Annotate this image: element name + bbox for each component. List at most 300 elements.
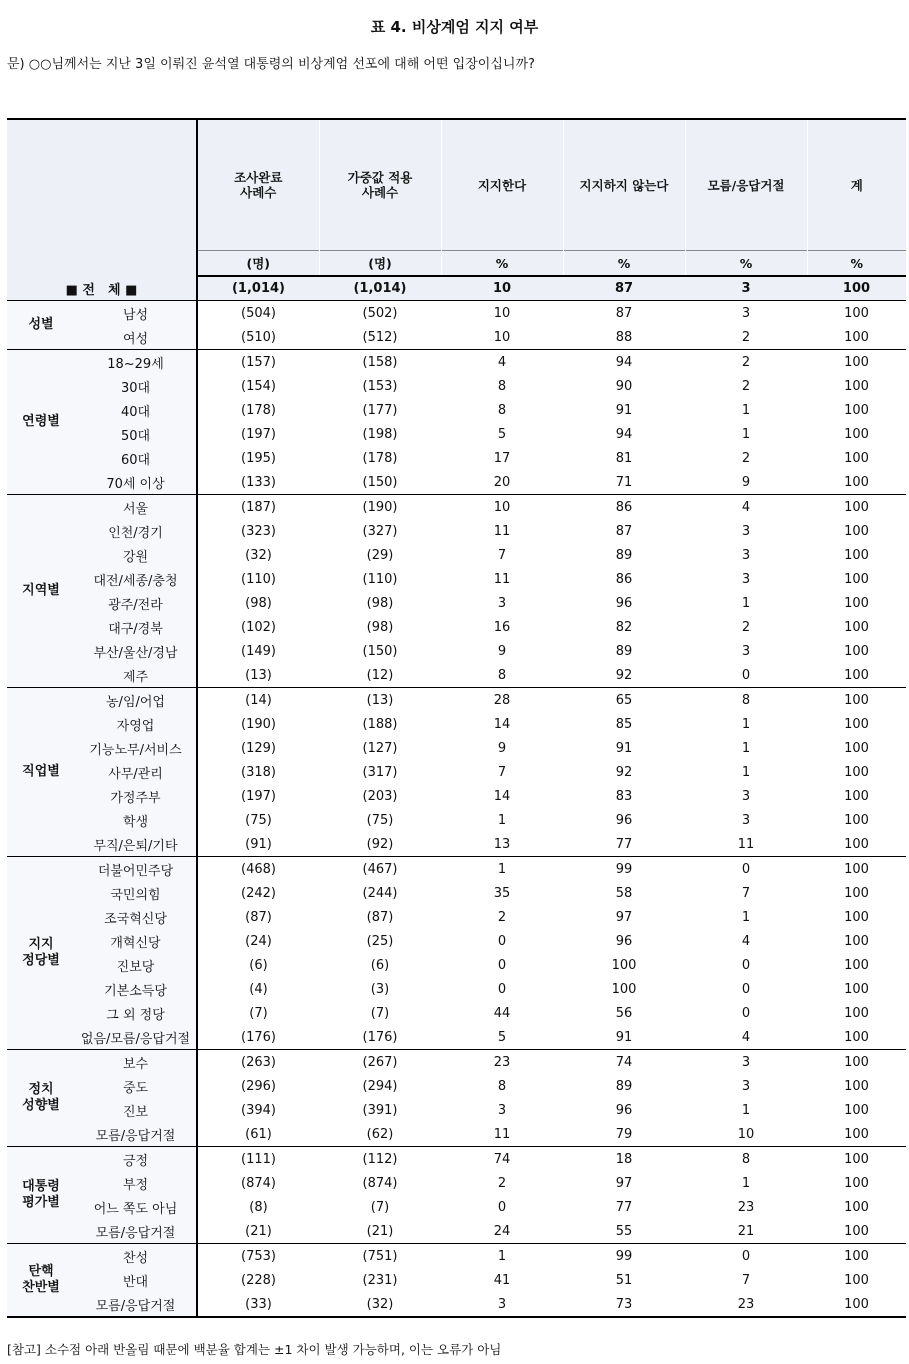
row-value: 100 [844,981,869,997]
table-row [7,1147,906,1172]
table-row [7,712,906,736]
row-value: (127) [362,740,398,756]
row-value: 1 [741,1175,751,1191]
row-label: 긍정 [75,1147,197,1172]
row-label: 조국혁신당 [75,905,197,929]
row-label: 개혁신당 [75,929,197,953]
row-value: 7 [741,1272,751,1288]
row-label: 광주/전라 [75,591,197,615]
unit-cell: (명) [197,251,319,277]
row-value: (102) [241,619,276,635]
row-label: 사무/관리 [75,760,197,784]
row-value: (327) [362,523,398,539]
row-value: 100 [807,832,906,857]
row-value: 8 [497,378,507,394]
row-value: 7 [497,547,507,563]
row-value: 100 [807,1292,906,1317]
table-row [7,953,906,977]
row-value: 8 [741,692,751,708]
results-table [7,118,906,1318]
row-value: 74 [493,1151,511,1167]
row-value: (87) [366,909,394,925]
row-value: 8 [441,663,563,688]
row-value: (203) [362,788,398,804]
row-value: (6) [370,957,390,973]
row-value: 74 [615,1054,633,1070]
row-value: 7 [741,885,751,901]
row-value: 100 [844,788,869,804]
header-col: 계 [807,119,906,251]
row-value: (176) [319,1025,441,1050]
row-value: (467) [362,861,398,877]
row-value: (8) [249,1199,268,1215]
group-label: 대통령 평가별 [7,1147,75,1244]
row-value: (6) [249,957,268,973]
total-value: 10 [441,276,563,301]
row-value: 9 [497,740,507,756]
row-value: 17 [493,450,511,466]
row-value: 96 [615,933,633,949]
row-label: 제주 [75,663,197,688]
row-label: 진보당 [75,953,197,977]
row-value: 100 [844,1272,869,1288]
row-value: 77 [615,1199,633,1215]
row-value: 1 [741,764,751,780]
row-value: (391) [362,1102,398,1118]
row-label: 남성 [75,301,197,326]
row-value: 100 [807,1122,906,1147]
header-col: 지지하지 않는다 [563,119,685,251]
row-value: (129) [241,740,276,756]
table-row [7,301,906,326]
row-value: 35 [493,885,511,901]
row-label: 학생 [75,808,197,832]
row-value: (75) [245,812,272,828]
row-value: 2 [741,450,751,466]
row-value: 3 [741,643,751,659]
row-value: 58 [615,885,633,901]
group-label: 연령별 [7,350,75,495]
row-value: 100 [844,764,869,780]
row-value: 2 [741,378,751,394]
row-value: 100 [844,1175,869,1191]
row-value: (154) [241,378,276,394]
row-value: (75) [366,812,394,828]
row-value: 13 [441,832,563,857]
row-label: 모름/응답거절 [75,1292,197,1317]
row-label: 부정 [75,1171,197,1195]
unit-cell: % [441,251,563,277]
row-value: 2 [741,354,751,370]
table-row [7,736,906,760]
row-value: 0 [497,933,507,949]
row-label: 그 외 정당 [75,1001,197,1025]
row-label: 없음/모름/응답거절 [75,1025,197,1050]
row-value: (150) [362,643,398,659]
row-value: 100 [844,909,869,925]
row-value: (195) [241,450,276,466]
row-value: (176) [197,1025,319,1050]
row-value: 100 [844,571,869,587]
table-row [7,374,906,398]
row-label: 국민의힘 [75,881,197,905]
row-value: (98) [245,595,272,611]
table-row [7,1219,906,1244]
row-value: 81 [615,450,633,466]
row-value: 8 [741,1151,751,1167]
group-label: 탄핵 찬반별 [7,1244,75,1318]
row-label: 18~29세 [75,350,197,375]
table-row [7,808,906,832]
table-row [7,1292,906,1317]
total-value: (1,014) [197,276,319,301]
row-value: (133) [197,470,319,495]
row-value: (7) [370,1199,390,1215]
row-value: 0 [497,981,507,997]
table-row [7,905,906,929]
row-value: 1 [741,740,751,756]
row-value: (874) [362,1175,398,1191]
row-value: 4 [741,499,751,515]
row-value: 24 [441,1219,563,1244]
row-value: 1 [741,595,751,611]
row-value: 99 [615,1248,633,1264]
table-title: 표 4. 비상계엄 지지 여부 [370,18,539,36]
row-value: (190) [241,716,276,732]
row-value: (25) [366,933,394,949]
row-value: (24) [245,933,272,949]
row-value: 90 [615,378,633,394]
table-row [7,1195,906,1219]
row-value: 100 [844,957,869,973]
row-value: 71 [563,470,685,495]
unit-cell: % [685,251,807,277]
row-value: (394) [241,1102,276,1118]
row-value: 100 [844,523,869,539]
row-value: (4) [249,981,268,997]
row-label: 더불어민주당 [75,857,197,882]
header-col: 가중값 적용 사례수 [319,119,441,251]
row-value: (512) [319,325,441,350]
row-value: (198) [362,426,398,442]
row-value: (468) [241,861,276,877]
row-value: 3 [741,1054,751,1070]
row-value: 100 [611,957,637,973]
row-value: 0 [741,1005,751,1021]
row-label: 부산/울산/경남 [75,639,197,663]
row-value: 3 [741,305,751,321]
row-label: 자영업 [75,712,197,736]
row-value: 9 [497,643,507,659]
row-value: (110) [241,571,276,587]
row-value: (296) [241,1078,276,1094]
row-value: 10 [493,305,511,321]
total-value: 3 [685,276,807,301]
row-value: 3 [741,571,751,587]
row-value: (62) [319,1122,441,1147]
row-label: 60대 [75,446,197,470]
row-value: (318) [241,764,276,780]
total-label: ■ 전 체 ■ [7,276,197,301]
row-value: 10 [493,499,511,515]
row-value: (91) [197,832,319,857]
row-value: (244) [362,885,398,901]
row-value: 88 [563,325,685,350]
row-value: 100 [844,619,869,635]
row-value: 0 [741,861,751,877]
row-value: (87) [245,909,272,925]
table-row [7,1001,906,1025]
row-value: 100 [807,325,906,350]
row-value: (158) [362,354,398,370]
row-value: (510) [197,325,319,350]
row-value: 100 [807,470,906,495]
row-value: 0 [741,957,751,973]
row-value: 0 [741,981,751,997]
row-value: (751) [362,1248,398,1264]
table-row [7,857,906,882]
row-value: 4 [497,354,507,370]
row-value: 21 [685,1219,807,1244]
row-value: 89 [615,1078,633,1094]
row-value: 23 [737,1199,755,1215]
row-label: 70세 이상 [75,470,197,495]
row-value: 100 [844,740,869,756]
table-row [7,591,906,615]
row-value: 18 [615,1151,633,1167]
row-value: (197) [241,788,276,804]
table-row [7,784,906,808]
row-value: 100 [844,1005,869,1021]
row-value: 87 [615,305,633,321]
row-label: 진보 [75,1098,197,1122]
row-value: 91 [615,740,633,756]
row-value: (267) [362,1054,398,1070]
row-value: 11 [685,832,807,857]
total-row [7,276,906,301]
row-value: 83 [615,788,633,804]
row-label: 50대 [75,422,197,446]
row-value: 51 [615,1272,633,1288]
row-value: (197) [241,426,276,442]
row-value: 100 [844,885,869,901]
table-row [7,1074,906,1098]
row-value: 23 [685,1292,807,1317]
row-value: 10 [441,325,563,350]
row-value: (231) [362,1272,398,1288]
row-value: 96 [615,1102,633,1118]
row-value: (14) [245,692,272,708]
row-value: 100 [844,933,869,949]
row-value: (32) [319,1292,441,1317]
table-body [7,276,906,1317]
row-value: (504) [241,305,276,321]
row-label: 모름/응답거절 [75,1219,197,1244]
table-row [7,495,906,520]
row-value: (7) [249,1005,268,1021]
row-value: 100 [844,595,869,611]
table-row [7,567,906,591]
row-value: 96 [615,812,633,828]
row-value: 23 [493,1054,511,1070]
row-value: 100 [807,663,906,688]
row-label: 농/임/어업 [75,688,197,713]
row-value: 11 [441,1122,563,1147]
row-value: 3 [497,595,507,611]
row-value: 8 [497,402,507,418]
row-label: 여성 [75,325,197,350]
row-value: 4 [685,1025,807,1050]
row-value: 86 [615,571,633,587]
table-row [7,422,906,446]
row-value: 100 [844,1078,869,1094]
row-value: (150) [319,470,441,495]
row-value: (98) [366,619,394,635]
row-value: 100 [844,426,869,442]
row-value: 3 [741,788,751,804]
survey-question: 문) ○○님께서는 지난 3일 이뤄진 윤석열 대통령의 비상계엄 선포에 대해 어떤 입장이십니까? [7,57,535,72]
table-row [7,1122,906,1147]
row-value: 3 [441,1292,563,1317]
row-value: (13) [197,663,319,688]
row-value: (110) [362,571,398,587]
row-value: 100 [844,378,869,394]
row-value: 100 [844,861,869,877]
row-value: 44 [493,1005,511,1021]
total-value: 100 [807,276,906,301]
row-label: 보수 [75,1050,197,1075]
row-value: 100 [844,692,869,708]
row-value: (874) [241,1175,276,1191]
table-row [7,977,906,1001]
row-value: 1 [741,716,751,732]
row-value: 100 [807,1025,906,1050]
row-label: 기능노무/서비스 [75,736,197,760]
row-label: 모름/응답거절 [75,1122,197,1147]
row-value: 89 [615,643,633,659]
table-row [7,1050,906,1075]
row-value: (317) [362,764,398,780]
row-value: 55 [563,1219,685,1244]
table-row [7,639,906,663]
group-label: 직업별 [7,688,75,857]
row-value: (61) [197,1122,319,1147]
row-value: 100 [844,1151,869,1167]
row-value: 16 [493,619,511,635]
row-value: 87 [615,523,633,539]
table-row [7,1098,906,1122]
row-value: 1 [497,861,507,877]
row-value: 56 [615,1005,633,1021]
header-col: 모름/응답거절 [685,119,807,251]
row-value: (190) [362,499,398,515]
row-value: (502) [362,305,398,321]
row-value: 77 [563,832,685,857]
total-value: (1,014) [319,276,441,301]
row-value: 100 [844,1102,869,1118]
row-value: 91 [563,1025,685,1050]
row-value: 100 [844,499,869,515]
row-value: 100 [844,643,869,659]
row-label: 서울 [75,495,197,520]
row-value: 1 [497,812,507,828]
row-value: 1 [741,909,751,925]
header-row [7,119,906,251]
row-value: 4 [741,933,751,949]
row-value: 82 [615,619,633,635]
table-row [7,688,906,713]
table-row [7,325,906,350]
row-value: 5 [497,426,507,442]
row-value: (7) [370,1005,390,1021]
row-value: 1 [741,402,751,418]
row-value: (177) [362,402,398,418]
row-value: (33) [197,1292,319,1317]
row-value: 96 [615,595,633,611]
row-value: (157) [241,354,276,370]
row-value: 86 [615,499,633,515]
row-label: 강원 [75,543,197,567]
row-value: 97 [615,909,633,925]
row-value: 2 [497,1175,507,1191]
row-value: 100 [611,981,637,997]
row-value: (111) [241,1151,276,1167]
row-value: 65 [615,692,633,708]
table-row [7,1244,906,1269]
row-value: 1 [741,426,751,442]
row-value: 100 [844,305,869,321]
row-value: 100 [844,716,869,732]
row-value: 92 [615,764,633,780]
row-value: 94 [615,354,633,370]
row-value: 89 [615,547,633,563]
row-value: 0 [497,957,507,973]
row-value: (21) [197,1219,319,1244]
table-row [7,1268,906,1292]
row-value: 2 [741,619,751,635]
row-value: 100 [844,1199,869,1215]
unit-cell: % [807,251,906,277]
row-value: (13) [366,692,394,708]
row-value: 100 [807,1219,906,1244]
table-row [7,1171,906,1195]
group-label: 지지 정당별 [7,857,75,1050]
row-label: 가정주부 [75,784,197,808]
row-label: 30대 [75,374,197,398]
row-value: (188) [362,716,398,732]
row-value: 3 [741,523,751,539]
footnote: [참고] 소수점 아래 반올림 때문에 백분율 합계는 ±1 차이 발생 가능하며, 이는 오류가 아님 [7,1342,502,1357]
table-row [7,881,906,905]
row-value: 3 [741,1078,751,1094]
row-value: (3) [370,981,390,997]
unit-cell: % [563,251,685,277]
row-value: 94 [615,426,633,442]
row-value: 99 [615,861,633,877]
row-value: 73 [563,1292,685,1317]
row-value: (323) [241,523,276,539]
row-value: 0 [741,1248,751,1264]
table-row [7,1025,906,1050]
row-label: 중도 [75,1074,197,1098]
table-row [7,929,906,953]
row-value: 2 [685,325,807,350]
row-value: 100 [844,354,869,370]
row-value: 14 [493,788,511,804]
row-label: 반대 [75,1268,197,1292]
row-value: (753) [241,1248,276,1264]
row-value: (263) [241,1054,276,1070]
